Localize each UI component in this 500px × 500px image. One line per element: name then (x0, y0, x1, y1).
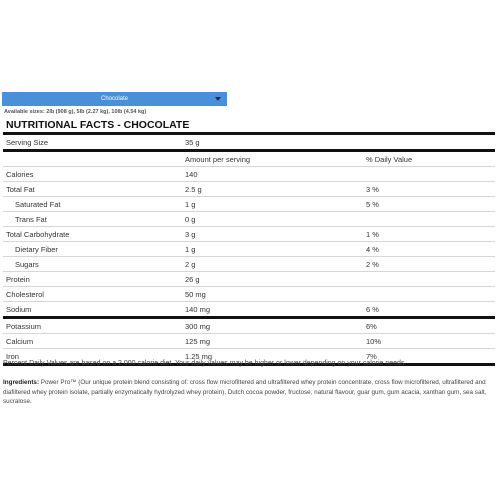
table-row (3, 257, 495, 272)
nutrient-dv: 2 % (366, 260, 379, 269)
nutrient-amount: 2 g (185, 260, 196, 269)
nutrient-amount: 2.5 g (185, 185, 202, 194)
ingredients-list: Power Pro™ (Our unique protein blend consisting of: cross flow microfiltered and ultrafiltered whey protein concentrate, cross flow microfiltered, ultrafiltered and diafiltered whey protein isolate, partially enzymatically hydrolyzed whey protein), Dutch cocoa powder, fructose, natural flavour, guar gum, gum acacia, xanthan gum, sea salt, sucralose. (3, 379, 487, 405)
nutrient-name: Saturated Fat (15, 200, 61, 209)
nutrient-name: Trans Fat (15, 215, 47, 224)
table-row (3, 334, 495, 349)
nutrient-dv: 1 % (366, 230, 379, 239)
mineral-dv: 6% (366, 322, 377, 331)
ingredients-text (3, 378, 493, 407)
nutrition-title: NUTRITIONAL FACTS - CHOCOLATE (6, 119, 190, 131)
table-row (3, 287, 495, 302)
serving-size-row (3, 135, 495, 149)
nutrient-amount: 50 mg (185, 290, 206, 299)
header-row (3, 152, 495, 167)
nutrient-amount: 3 g (185, 230, 196, 239)
nutrition-facts-table (3, 132, 495, 366)
nutrient-amount: 1 g (185, 245, 196, 254)
nutrient-name: Calories (6, 170, 34, 179)
serving-size-label: Serving Size (6, 138, 49, 147)
ingredients-label: Ingredients: (3, 379, 40, 386)
nutrient-dv: 4 % (366, 245, 379, 254)
mineral-dv: 7% (366, 352, 377, 361)
mineral-name: Iron (6, 352, 19, 361)
table-row (3, 302, 495, 316)
nutrient-name: Total Fat (6, 185, 35, 194)
available-sizes-label: Available sizes: (4, 109, 45, 115)
table-row (3, 319, 495, 334)
mineral-name: Potassium (6, 322, 42, 331)
table-row (3, 272, 495, 287)
daily-value-note: Percent Daily Values are based on a 2,000 calorie diet. Your daily values may be higher or lower depending on your calorie needs. (3, 360, 407, 367)
nutrient-name: Sugars (15, 260, 39, 269)
nutrient-amount: 1 g (185, 200, 196, 209)
available-sizes (4, 109, 146, 115)
table-row (3, 242, 495, 257)
table-row (3, 197, 495, 212)
available-sizes-value: 2lb (908 g), 5lb (2.27 kg), 10lb (4.54 kg) (46, 109, 147, 115)
mineral-amount: 300 mg (185, 322, 211, 331)
table-row (3, 182, 495, 197)
mineral-amount: 125 mg (185, 337, 211, 346)
nutrient-name: Sodium (6, 305, 32, 314)
nutrient-name: Total Carbohydrate (6, 230, 70, 239)
mineral-name: Calcium (6, 337, 34, 346)
nutrient-amount: 140 mg (185, 305, 211, 314)
dv-header: % Daily Value (366, 155, 413, 164)
nutrient-amount: 0 g (185, 215, 196, 224)
nutrient-amount: 26 g (185, 275, 200, 284)
nutrient-name: Cholesterol (6, 290, 44, 299)
flavor-select[interactable] (2, 92, 227, 106)
flavor-select-value: Chocolate (100, 96, 129, 102)
serving-size-value: 35 g (185, 138, 200, 147)
chevron-down-icon[interactable] (215, 97, 221, 101)
table-row (3, 227, 495, 242)
amount-header: Amount per serving (185, 155, 251, 164)
mineral-dv: 10% (366, 337, 382, 346)
nutrient-dv: 5 % (366, 200, 379, 209)
mineral-amount: 1.25 mg (185, 352, 213, 361)
nutrient-dv: 6 % (366, 305, 379, 314)
nutrient-name: Protein (6, 275, 30, 284)
table-row (3, 167, 495, 182)
nutrient-name: Dietary Fiber (15, 245, 58, 254)
nutrient-dv: 3 % (366, 185, 379, 194)
nutrient-amount: 140 (185, 170, 198, 179)
table-row (3, 212, 495, 227)
